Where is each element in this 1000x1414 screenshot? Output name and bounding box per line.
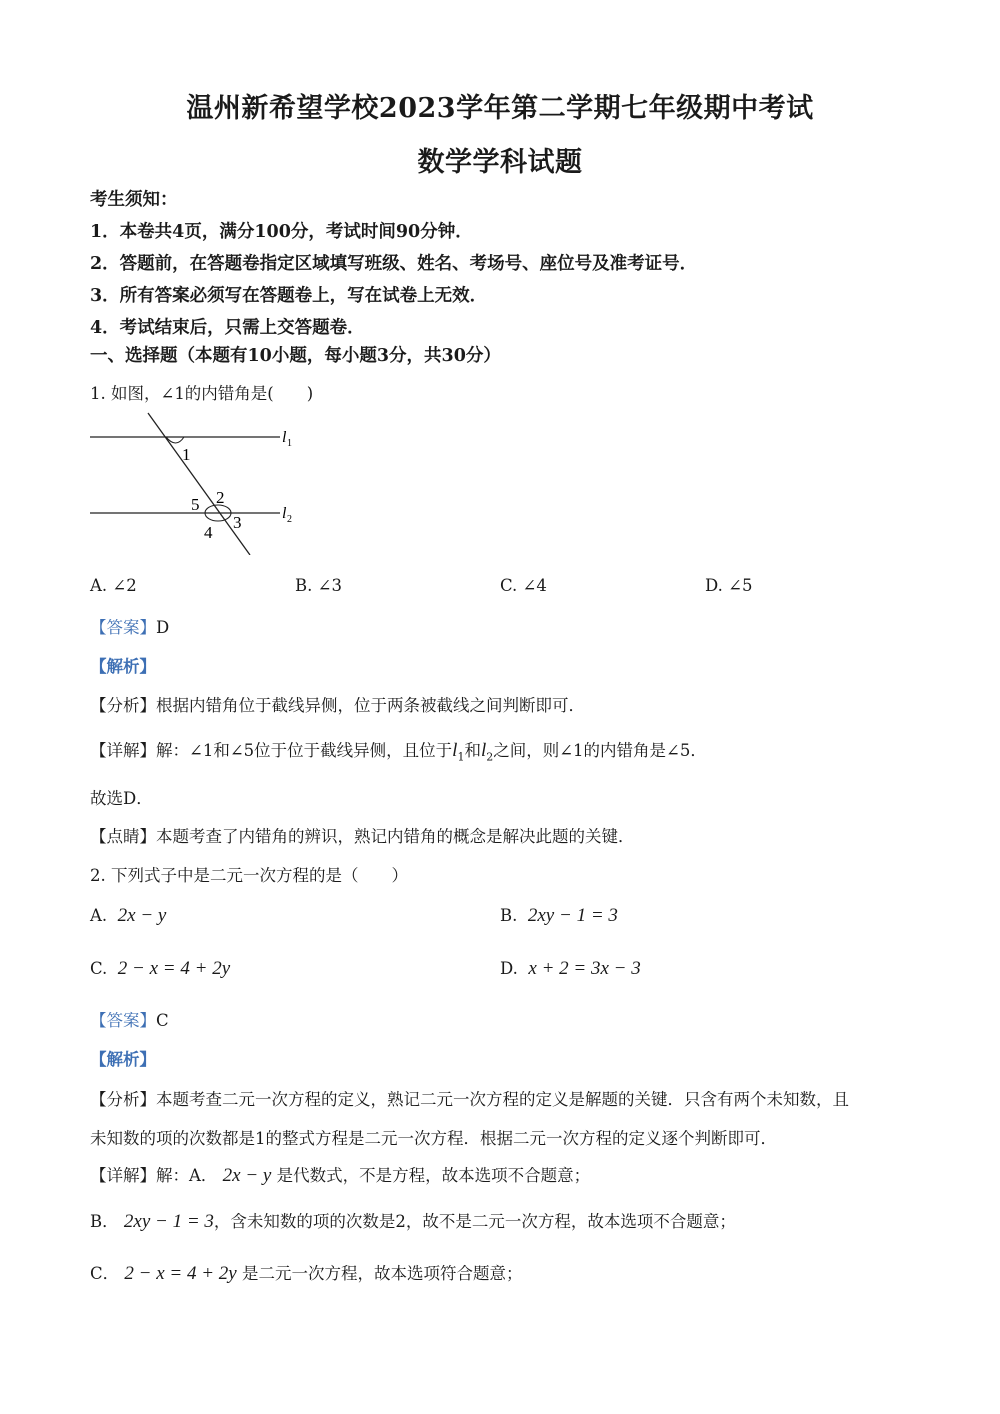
- q2-option-b-expr: 2xy − 1 = 3: [527, 905, 618, 926]
- q2-analysis-label: 【解析】: [90, 1050, 156, 1069]
- q2-answer-tag: 【答案】: [90, 1011, 156, 1030]
- label-l2: l: [282, 505, 287, 522]
- notice-heading: 考生须知：: [90, 190, 178, 210]
- q1-xiangjie-text-b: 之间，则∠1的内错角是∠5．: [493, 741, 707, 760]
- section-heading-choice: 一、选择题（本题有10小题，每小题3分，共30分）: [90, 346, 501, 366]
- q2-option-a-label: A.: [90, 906, 108, 925]
- q1-option-d: D. ∠5: [705, 576, 753, 595]
- q1-answer-tag: 【答案】: [90, 618, 156, 637]
- q1-fenxi-tag: 【分析】: [90, 696, 156, 715]
- angle-label-3: 3: [233, 513, 242, 532]
- exam-title: 温州新希望学校2023学年第二学期七年级期中考试: [186, 93, 814, 124]
- notice-item-4: 4．考试结束后，只需上交答题卷．: [90, 318, 365, 338]
- q2-option-c: [90, 958, 230, 980]
- q2-fenxi-tag: 【分析】: [90, 1090, 156, 1109]
- q1-xiangjie-tag: 【详解】: [90, 741, 156, 760]
- q2-option-c-label: C.: [90, 959, 108, 978]
- exam-subtitle: 数学学科试题: [417, 147, 583, 178]
- angle-label-5: 5: [191, 495, 200, 514]
- q2-option-d: [500, 958, 641, 980]
- q1-answer-value: D: [156, 618, 170, 637]
- q1-analysis-label: 【解析】: [90, 657, 156, 676]
- q2-xiangjie-b-post: ，含未知数的项的次数是2，故不是二元一次方程，故本选项不合题意；: [213, 1212, 736, 1231]
- notice-item-1: 1．本卷共4页，满分100分，考试时间90分钟．: [90, 222, 473, 242]
- q2-option-b: [500, 905, 618, 927]
- q1-option-a: A. ∠2: [90, 576, 137, 595]
- label-l2-sub: 2: [287, 514, 292, 525]
- q1-xiangjie-l1-sub: 1: [457, 750, 465, 764]
- q2-xiangjie-tag: 【详解】: [90, 1166, 156, 1185]
- q2-option-d-expr: x + 2 = 3x − 3: [528, 958, 641, 979]
- q1-guxuan: 故选D．: [90, 789, 153, 808]
- q1-xiangjie-text-a: 解：∠1和∠5位于位于截线异侧，且位于: [156, 741, 453, 760]
- q1-xiangjie-l2-sub: 2: [486, 750, 494, 764]
- q1-fenxi-line: [90, 692, 585, 716]
- q2-xiangjie-a-pre: 解：A．: [156, 1166, 218, 1185]
- q2-xiangjie-c-expr: 2 − x = 4 + 2y: [124, 1263, 237, 1284]
- q2-xiangjie-b-pre: B．: [90, 1212, 119, 1231]
- q1-parallel-lines-figure: [80, 405, 320, 555]
- q2-xiangjie-a-line: [90, 1162, 590, 1187]
- q1-option-b: B. ∠3: [295, 576, 342, 595]
- q2-option-c-expr: 2 − x = 4 + 2y: [117, 958, 231, 979]
- q2-xiangjie-b-expr: 2xy − 1 = 3: [123, 1211, 214, 1232]
- q2-option-a: [90, 905, 166, 927]
- q1-xiangjie-line: [90, 737, 707, 763]
- notice-item-2: 2．答题前，在答题卷指定区域填写班级、姓名、考场号、座位号及准考证号．: [90, 254, 698, 274]
- q2-xiangjie-a-post: 是代数式，不是方程，故本选项不合题意；: [276, 1166, 591, 1185]
- q1-option-c: C. ∠4: [500, 576, 547, 595]
- q1-xiangjie-l2: l: [480, 740, 487, 761]
- notice-item-3: 3．所有答案必须写在答题卷上，写在试卷上无效．: [90, 286, 488, 306]
- q2-fenxi-line-2: 未知数的项的次数都是1的整式方程是二元一次方程．根据二元一次方程的定义逐个判断即可．: [90, 1129, 777, 1148]
- q2-xiangjie-c-line: [90, 1260, 522, 1285]
- q2-analysis-tag: [90, 1046, 156, 1070]
- transversal-line: [148, 413, 250, 555]
- q2-xiangjie-c-pre: C．: [90, 1264, 120, 1283]
- label-l1-sub: 1: [287, 438, 292, 449]
- q1-stem: 1. 如图，∠1的内错角是( ): [90, 384, 314, 403]
- q2-answer-line: [90, 1007, 169, 1031]
- q2-fenxi-line-1: [90, 1086, 849, 1110]
- q1-analysis-tag: [90, 653, 156, 677]
- q1-dianjing-tag: 【点睛】: [90, 827, 156, 846]
- q1-answer-line: [90, 614, 169, 638]
- angle-label-1: 1: [182, 445, 191, 464]
- angle-label-4: 4: [204, 523, 213, 542]
- q2-option-a-expr: 2x − y: [117, 905, 167, 926]
- label-l1: l: [282, 429, 287, 446]
- q2-option-b-label: B.: [500, 906, 518, 925]
- q2-xiangjie-a-expr: 2x − y: [222, 1165, 272, 1186]
- q2-stem: 2. 下列式子中是二元一次方程的是（ ）: [90, 866, 408, 885]
- q1-fenxi-text: 根据内错角位于截线异侧，位于两条被截线之间判断即可．: [156, 696, 585, 715]
- q2-option-d-label: D.: [500, 959, 518, 978]
- q1-xiangjie-and: 和: [464, 741, 481, 760]
- angle-label-2: 2: [216, 488, 225, 507]
- q2-fenxi-text-1: 本题考查二元一次方程的定义，熟记二元一次方程的定义是解题的关键．只含有两个未知数，且: [156, 1090, 849, 1109]
- q2-answer-value: C: [156, 1011, 169, 1030]
- q2-xiangjie-c-post: 是二元一次方程，故本选项符合题意；: [241, 1264, 523, 1283]
- q1-dianjing-text: 本题考查了内错角的辨识，熟记内错角的概念是解决此题的关键．: [156, 827, 635, 846]
- q2-xiangjie-b-line: [90, 1208, 736, 1233]
- q1-xiangjie-l1: l: [452, 740, 458, 761]
- q1-dianjing-line: [90, 823, 635, 847]
